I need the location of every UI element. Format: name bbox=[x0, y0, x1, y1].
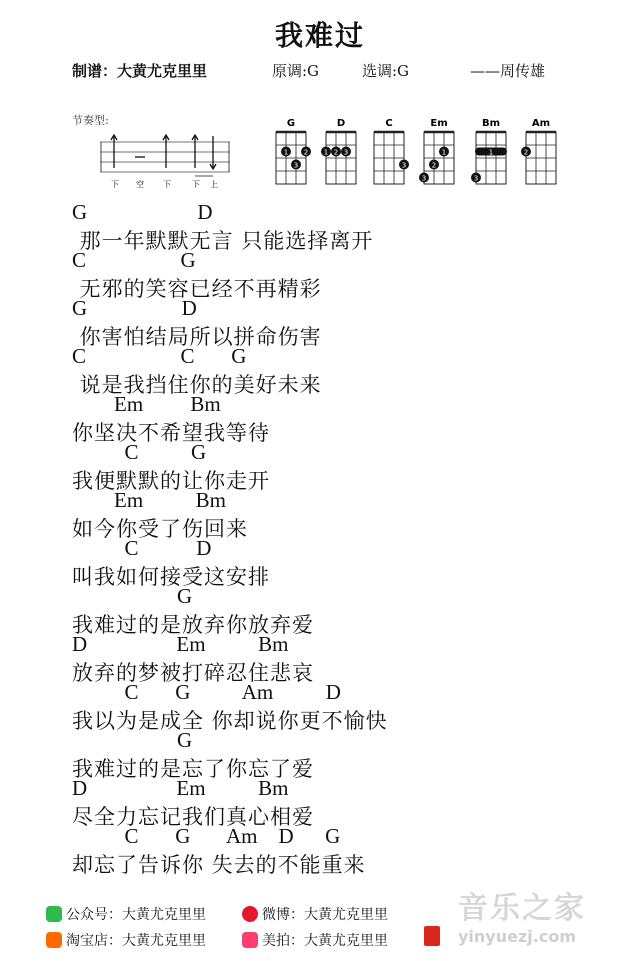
stroke-label: 下 bbox=[163, 180, 171, 189]
meipai-icon bbox=[242, 932, 258, 948]
chord-name: D bbox=[336, 118, 346, 129]
rhythm-staff bbox=[100, 142, 230, 172]
footer-weibo: 微博：大黄尤克里里 bbox=[242, 904, 388, 924]
chord-line: C G Am D bbox=[72, 680, 341, 704]
svg-text:1: 1 bbox=[283, 148, 289, 157]
lyric-line: 我难过的是放弃你放弃爱 bbox=[72, 613, 314, 637]
chord-line: C G bbox=[72, 440, 207, 464]
svg-text:1: 1 bbox=[488, 148, 494, 157]
chord-diagrams bbox=[270, 116, 570, 191]
chord-line: C C G bbox=[72, 344, 247, 368]
stroke-label: 下 bbox=[111, 180, 119, 189]
lyric-line: 叫我如何接受这安排 bbox=[72, 565, 270, 589]
stroke-label: 上 bbox=[210, 180, 218, 189]
lyric-line: 放弃的梦被打碎忍住悲哀 bbox=[72, 661, 314, 685]
footer-wechat: 公众号：大黄尤克里里 bbox=[46, 904, 206, 924]
chosen-key: 选调:G bbox=[362, 62, 410, 80]
chord-name: Am bbox=[531, 118, 551, 129]
svg-text:1: 1 bbox=[323, 148, 329, 157]
stroke-label: 空 bbox=[136, 180, 144, 189]
lyric-line: 我难过的是忘了你忘了爱 bbox=[72, 757, 314, 781]
chord-line: G bbox=[72, 728, 193, 752]
chord-diagram-g bbox=[276, 118, 311, 184]
chord-line: D Em Bm bbox=[72, 632, 289, 656]
chord-diagram-bm bbox=[471, 118, 507, 184]
footer-meipai: 美拍：大黄尤克里里 bbox=[242, 930, 388, 950]
rhythm-pattern bbox=[100, 132, 230, 190]
lyric-line: 说是我挡住你的美好未来 bbox=[72, 373, 322, 397]
svg-text:3: 3 bbox=[401, 161, 407, 170]
lyric-line: 我以为是成全 你却说你更不愉快 bbox=[72, 709, 388, 733]
lyric-line: 你坚决不希望我等待 bbox=[72, 421, 270, 445]
weibo-icon bbox=[242, 906, 258, 922]
svg-text:2: 2 bbox=[333, 148, 339, 157]
down-stroke-icon bbox=[163, 135, 169, 168]
arranger-credit: 制谱：大黄尤克里里 bbox=[72, 62, 208, 80]
chord-line: C D bbox=[72, 536, 212, 560]
lyric-line: 我便默默的让你走开 bbox=[72, 469, 270, 493]
artist-credit: ——周传雄 bbox=[470, 62, 546, 80]
chord-diagram-em bbox=[419, 118, 454, 184]
chord-line: G bbox=[72, 584, 193, 608]
chord-name: G bbox=[286, 118, 296, 129]
chord-name: Em bbox=[430, 118, 448, 129]
lyric-line: 你害怕结局所以拼命伤害 bbox=[72, 325, 322, 349]
lyric-line: 那一年默默无言 只能选择离开 bbox=[72, 229, 374, 253]
svg-text:3: 3 bbox=[421, 174, 427, 183]
chord-line: G D bbox=[72, 200, 213, 224]
svg-text:2: 2 bbox=[523, 148, 529, 157]
stroke-label: 下 bbox=[192, 180, 200, 189]
chord-name: Bm bbox=[481, 118, 501, 129]
logo-badge bbox=[424, 926, 440, 946]
down-stroke-icon bbox=[192, 135, 198, 168]
chord-name: C bbox=[385, 118, 393, 129]
footer-taobao: 淘宝店：大黄尤克里里 bbox=[46, 930, 206, 950]
rhythm-label: 节奏型: bbox=[72, 114, 109, 127]
svg-text:2: 2 bbox=[431, 161, 437, 170]
svg-text:1: 1 bbox=[441, 148, 447, 157]
down-stroke-icon bbox=[111, 135, 117, 168]
chord-line: C G bbox=[72, 248, 196, 272]
song-title: 我难过 bbox=[274, 19, 365, 52]
chord-line: C G Am D G bbox=[72, 824, 341, 848]
svg-text:3: 3 bbox=[473, 174, 479, 183]
original-key: 原调:G bbox=[272, 62, 320, 80]
chord-diagram-c bbox=[374, 118, 409, 184]
taobao-icon bbox=[46, 932, 62, 948]
up-stroke-icon bbox=[210, 136, 216, 169]
watermark bbox=[458, 883, 618, 946]
lyric-line: 无邪的笑容已经不再精彩 bbox=[72, 277, 322, 301]
svg-text:3: 3 bbox=[293, 161, 299, 170]
chord-line: G D bbox=[72, 296, 197, 320]
svg-text:2: 2 bbox=[303, 148, 309, 157]
chord-line: D Em Bm bbox=[72, 776, 289, 800]
watermark-bottom: yinyuezj.com bbox=[458, 927, 576, 946]
wechat-icon bbox=[46, 906, 62, 922]
chord-diagram-am bbox=[521, 118, 556, 184]
chord-line: Em Bm bbox=[72, 488, 227, 512]
lyric-line: 如今你受了伤回来 bbox=[72, 517, 248, 541]
svg-text:3: 3 bbox=[343, 148, 349, 157]
lyric-line: 却忘了告诉你 失去的不能重来 bbox=[72, 853, 366, 877]
lyric-line: 尽全力忘记我们真心相爱 bbox=[72, 805, 314, 829]
chord-line: Em Bm bbox=[72, 392, 221, 416]
watermark-top: 音乐之家 bbox=[458, 891, 586, 926]
chord-diagram-d bbox=[321, 118, 356, 184]
